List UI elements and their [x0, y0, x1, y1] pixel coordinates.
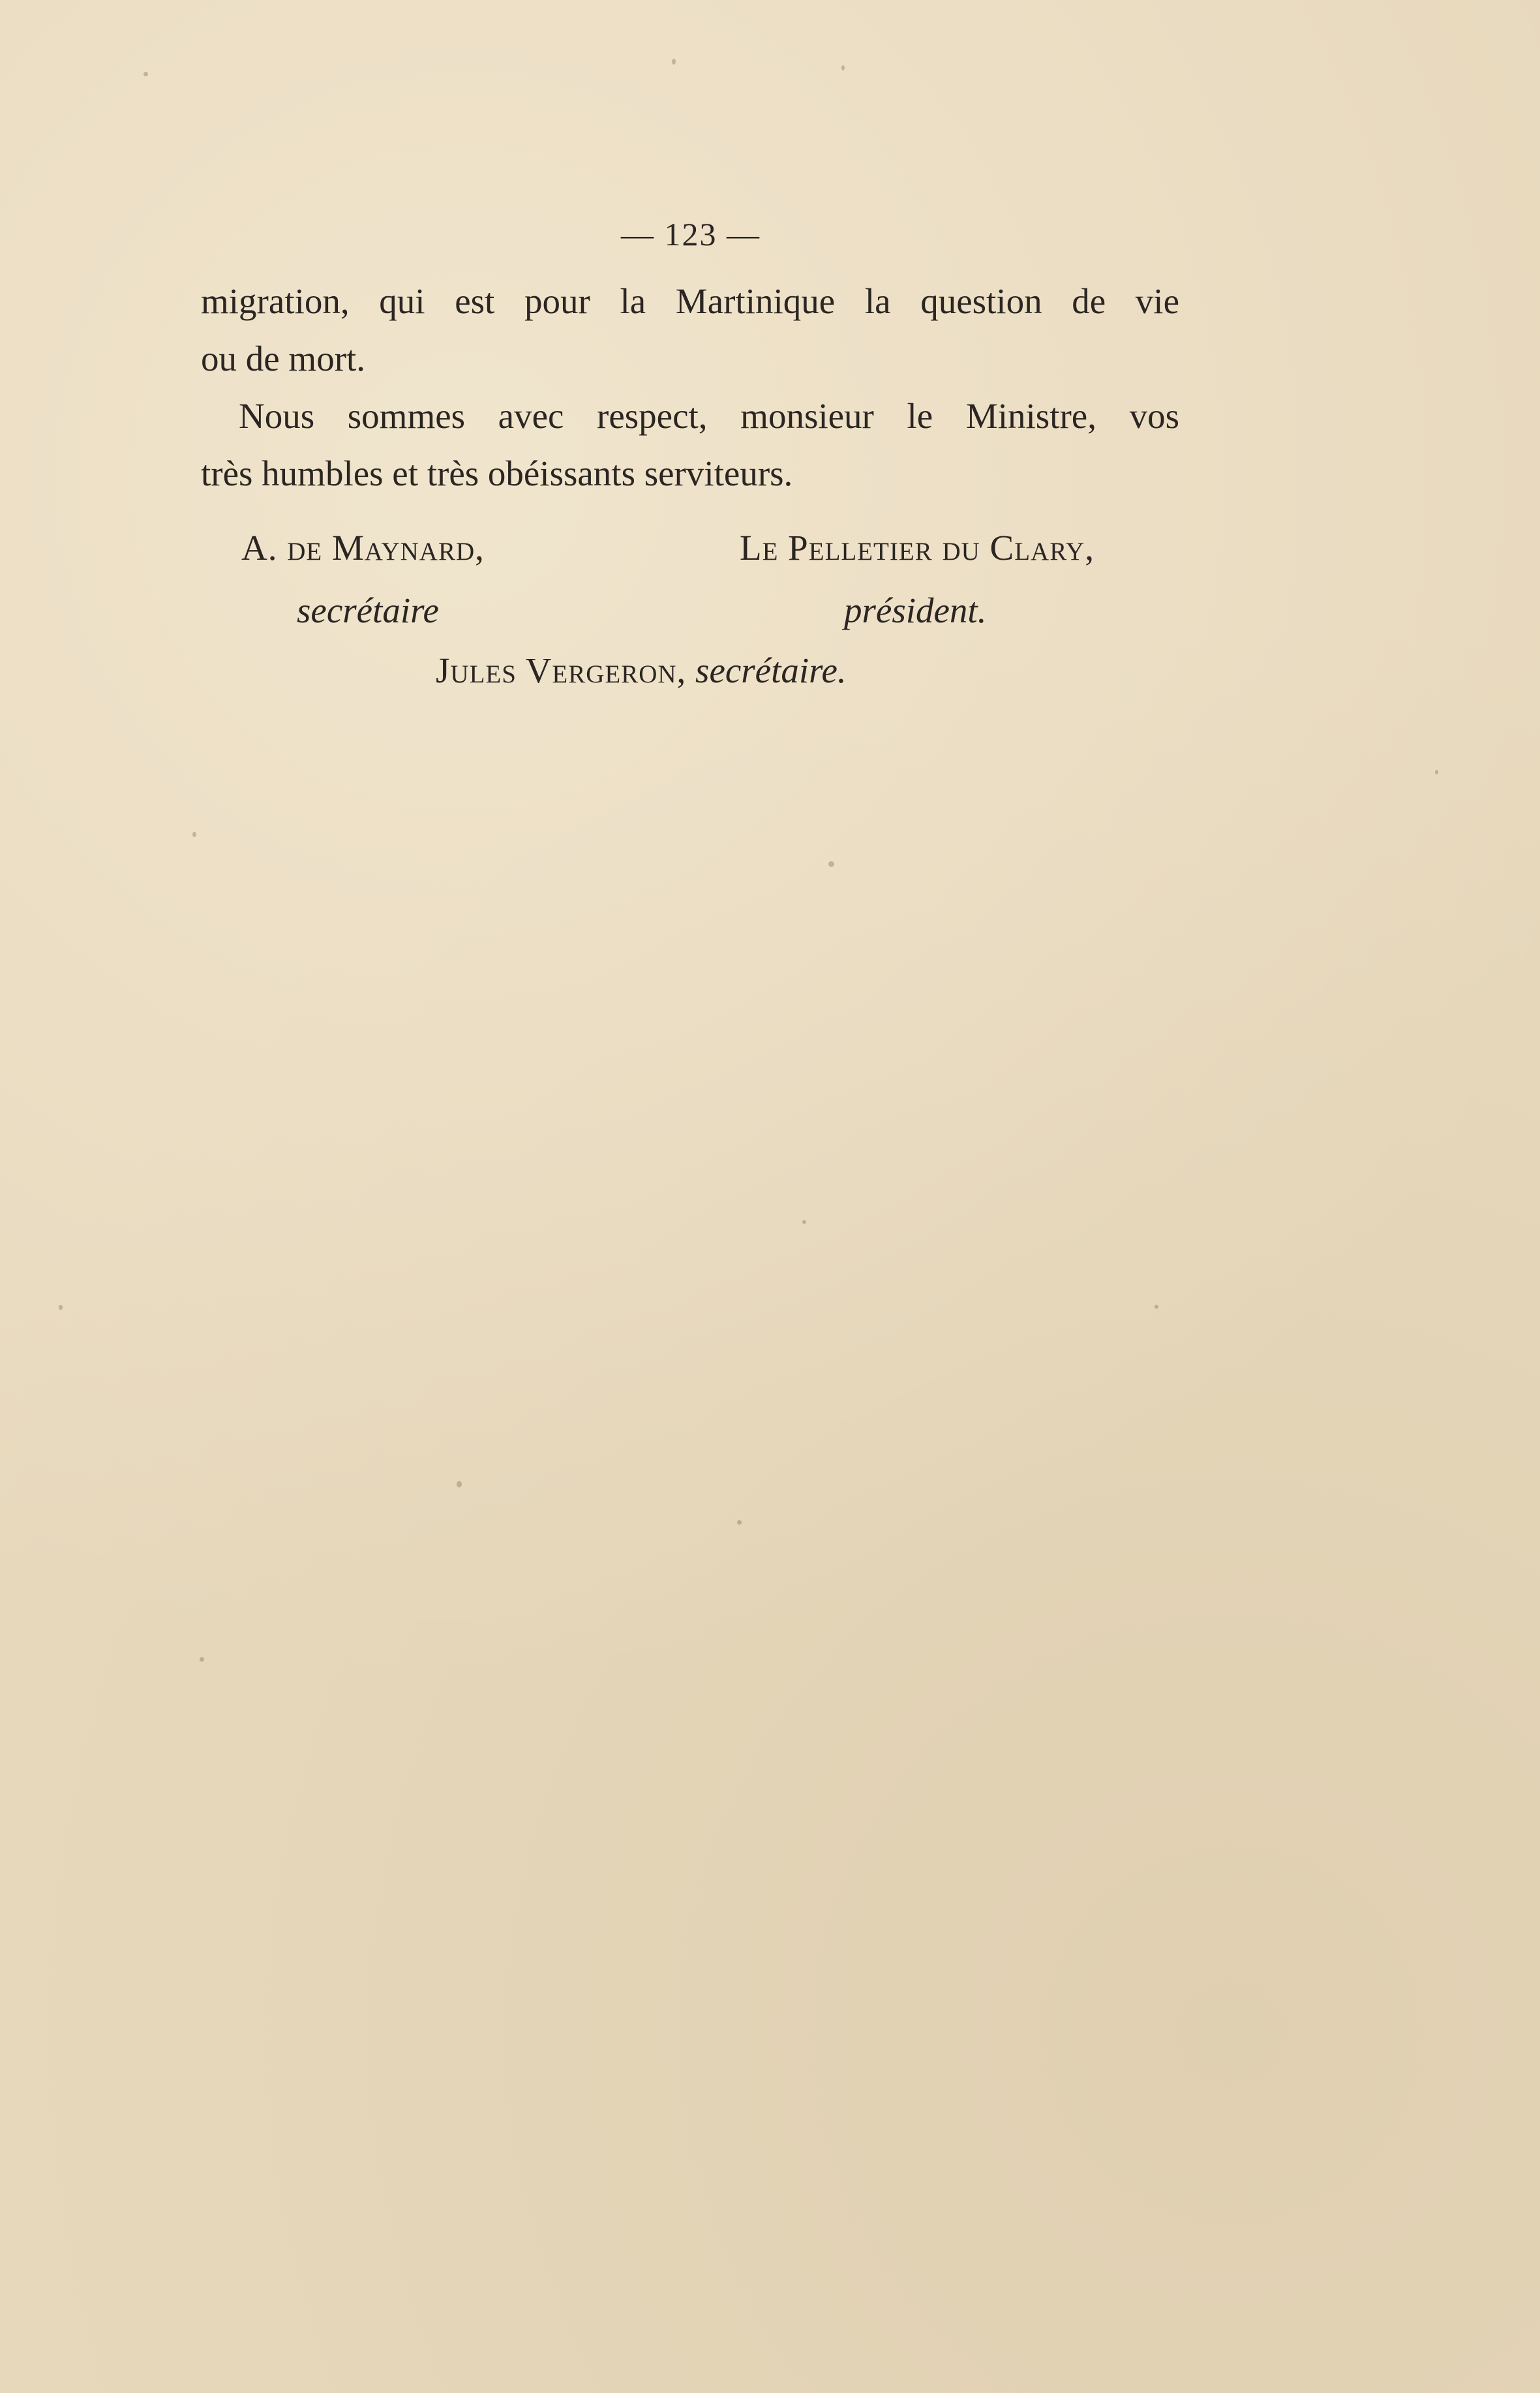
paper-speck — [143, 72, 148, 76]
signature-left-title: secrétaire — [297, 590, 439, 630]
body-text — [201, 273, 1179, 502]
paper-speck — [672, 59, 676, 65]
paper-speck — [737, 1520, 742, 1525]
paper-speck — [59, 1305, 63, 1310]
paper-speck — [1155, 1305, 1158, 1309]
paper-speck — [192, 832, 196, 837]
page-number: — 123 — — [621, 216, 761, 252]
signature-bottom-title: secrétaire. — [695, 650, 847, 690]
body-line-3: Nous sommes avec respect, monsieur le Ministre, vos — [239, 396, 1179, 436]
body-line-2: ou de mort. — [201, 339, 366, 378]
paper-speck — [841, 65, 845, 70]
signature-right-title: président. — [844, 590, 987, 630]
signature-left-name: A. de Maynard, — [241, 528, 485, 568]
signature-right-name: Le Pelletier du Clary, — [740, 528, 1095, 568]
signature-bottom-name: Jules Vergeron, — [436, 650, 687, 690]
paper-speck — [1435, 770, 1438, 774]
body-line-1: migration, qui est pour la Martinique la question de vie — [201, 281, 1179, 321]
paper-speck — [457, 1481, 462, 1487]
body-line-4: très humbles et très obéissants serviteurs. — [201, 453, 793, 493]
signature-bottom — [436, 650, 847, 691]
paper-speck — [828, 861, 834, 867]
paper-speck — [200, 1657, 204, 1662]
paper-speck — [802, 1220, 806, 1224]
